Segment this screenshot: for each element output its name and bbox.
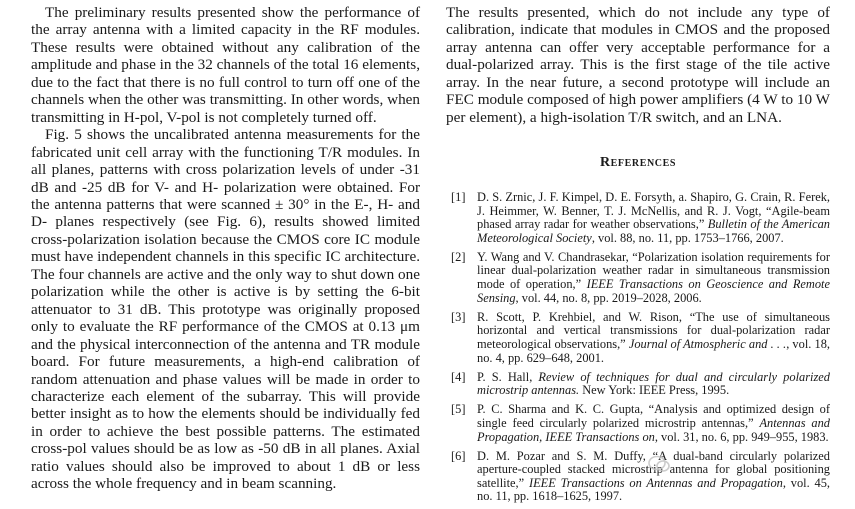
conclusion-paragraph: The results presented, which do not include any type of calibration, indicate that modules in CMOS and the proposed array antenna can offer very acceptable performance for a dual-polarized array. This is the first stage of the tile active array. In the near future, a second prototype will include an FEC module composed of high power amplifiers (4 W to 10 W per element), a high-isolation T/R switch, and an LNA. — [446, 4, 830, 126]
body-paragraph-2: Fig. 5 shows the uncalibrated antenna measurements for the fabricated unit cell array with the functioning T/R modules. In all planes, patterns with cross polarization levels of under -31 dB and -25 dB for V- and H- polarization were obtained. For the antenna patterns that were scanned ± 30° in the E-, H- and D- planes respectively (see Fig. 6), results showed limited cross-polarization isolation because the CMOS core IC module must have independent channels in this specific IC architecture. The four channels are active and the only way to shut down one polarization while the other is active is by setting the 6-bit attenuator to 31 dB. This prototype was originally proposed only to evaluate the RF performance of the CMOS at 0.13 μm and the physical interconnection of the antenna and TR module board. For future measurements, a high-end calibration of random attenuation and phase values will be made in order to characterize each element of the subarray. This will provide better insight as to how the elements should be individually fed in order to achieve the best possible patterns. The estimated cross-pol values should be as low as -50 dB in all planes. Axial ratio values should also be improved to about 1 dB or less across the whole frequency and in beam scanning. — [31, 126, 420, 493]
reference-authors-title: P. S. Hall, — [477, 369, 539, 384]
reference-number: [2] — [451, 249, 466, 264]
reference-item — [446, 311, 830, 365]
references-list — [446, 191, 830, 509]
reference-venue: Antennas and Propagation, IEEE Transactions on — [477, 415, 830, 444]
references-heading: References — [599, 155, 677, 170]
reference-authors-title: D. M. Pozar and S. M. Duffy, “A dual-band circularly polarized aperture-coupled stacked microstrip antenna for global positioning satellite,” — [477, 448, 830, 490]
reference-number: [3] — [451, 309, 466, 324]
reference-item — [446, 371, 830, 398]
reference-number: [5] — [451, 402, 466, 417]
body-paragraph-1: The preliminary results presented show the performance of the array antenna with a limited capacity in the RF modules. These results were obtained without any calibration of the amplitude and phase in the 32 channels of the total 16 elements, due to the fact that there is no full control to turn off one of the channels when the other was transmitting. In other words, when transmitting in H-pol, V-pol is not completely turned off. — [31, 4, 420, 126]
reference-venue: Review of techniques for dual and circularly polarized microstrip antennas. — [477, 369, 830, 398]
reference-authors-title: D. S. Zrnic, J. F. Kimpel, D. E. Forsyth, a. Shapiro, G. Crain, R. Ferek, J. Heimmer, W. Benner, T. J. McNellis, and R. J. Vogt, “Agile-beam phased array radar for weather observations,” — [477, 190, 830, 232]
reference-details: New York: IEEE Press, 1995. — [579, 383, 730, 398]
reference-venue: Journal of Atmospheric and . . . — [628, 336, 787, 351]
reference-item — [446, 403, 830, 444]
reference-authors-title: R. Scott, P. Krehbiel, and W. Rison, “The use of simultaneous horizontal and vertical transmissions for dual-polarization radar meteorological observations,” — [477, 309, 830, 351]
reference-authors-title: Y. Wang and V. Chandrasekar, “Polarization isolation requirements for linear dual-polarization weather radar in simultaneous transmission mode of operation,” — [477, 249, 830, 292]
reference-venue: Bulletin of the American Meteorological Society — [477, 217, 830, 245]
reference-authors-title: P. C. Sharma and K. C. Gupta, “Analysis and optimized design of single feed circularly polarized microstrip antennas,” — [477, 402, 830, 430]
reference-venue: IEEE Transactions on Geoscience and Remote Sensing — [477, 277, 830, 305]
reference-item — [446, 251, 830, 305]
reference-details: , vol. 31, no. 6, pp. 949–955, 1983. — [654, 429, 829, 444]
left-column — [31, 4, 420, 493]
reference-details: , vol. 18, no. 4, pp. 629–648, 2001. — [477, 336, 830, 365]
reference-details: , vol. 88, no. 11, pp. 1753–1766, 2007. — [591, 230, 784, 245]
reference-details: , vol. 45, no. 11, pp. 1618–1625, 1997. — [477, 475, 830, 504]
reference-venue: IEEE Transactions on Antennas and Propagation — [528, 475, 783, 490]
reference-number: [4] — [451, 369, 466, 384]
reference-item — [446, 450, 830, 504]
reference-item — [446, 191, 830, 245]
right-column — [446, 4, 830, 504]
reference-number: [1] — [451, 190, 466, 204]
reference-number: [6] — [451, 448, 466, 463]
reference-details: , vol. 44, no. 8, pp. 2019–2028, 2006. — [515, 290, 702, 305]
